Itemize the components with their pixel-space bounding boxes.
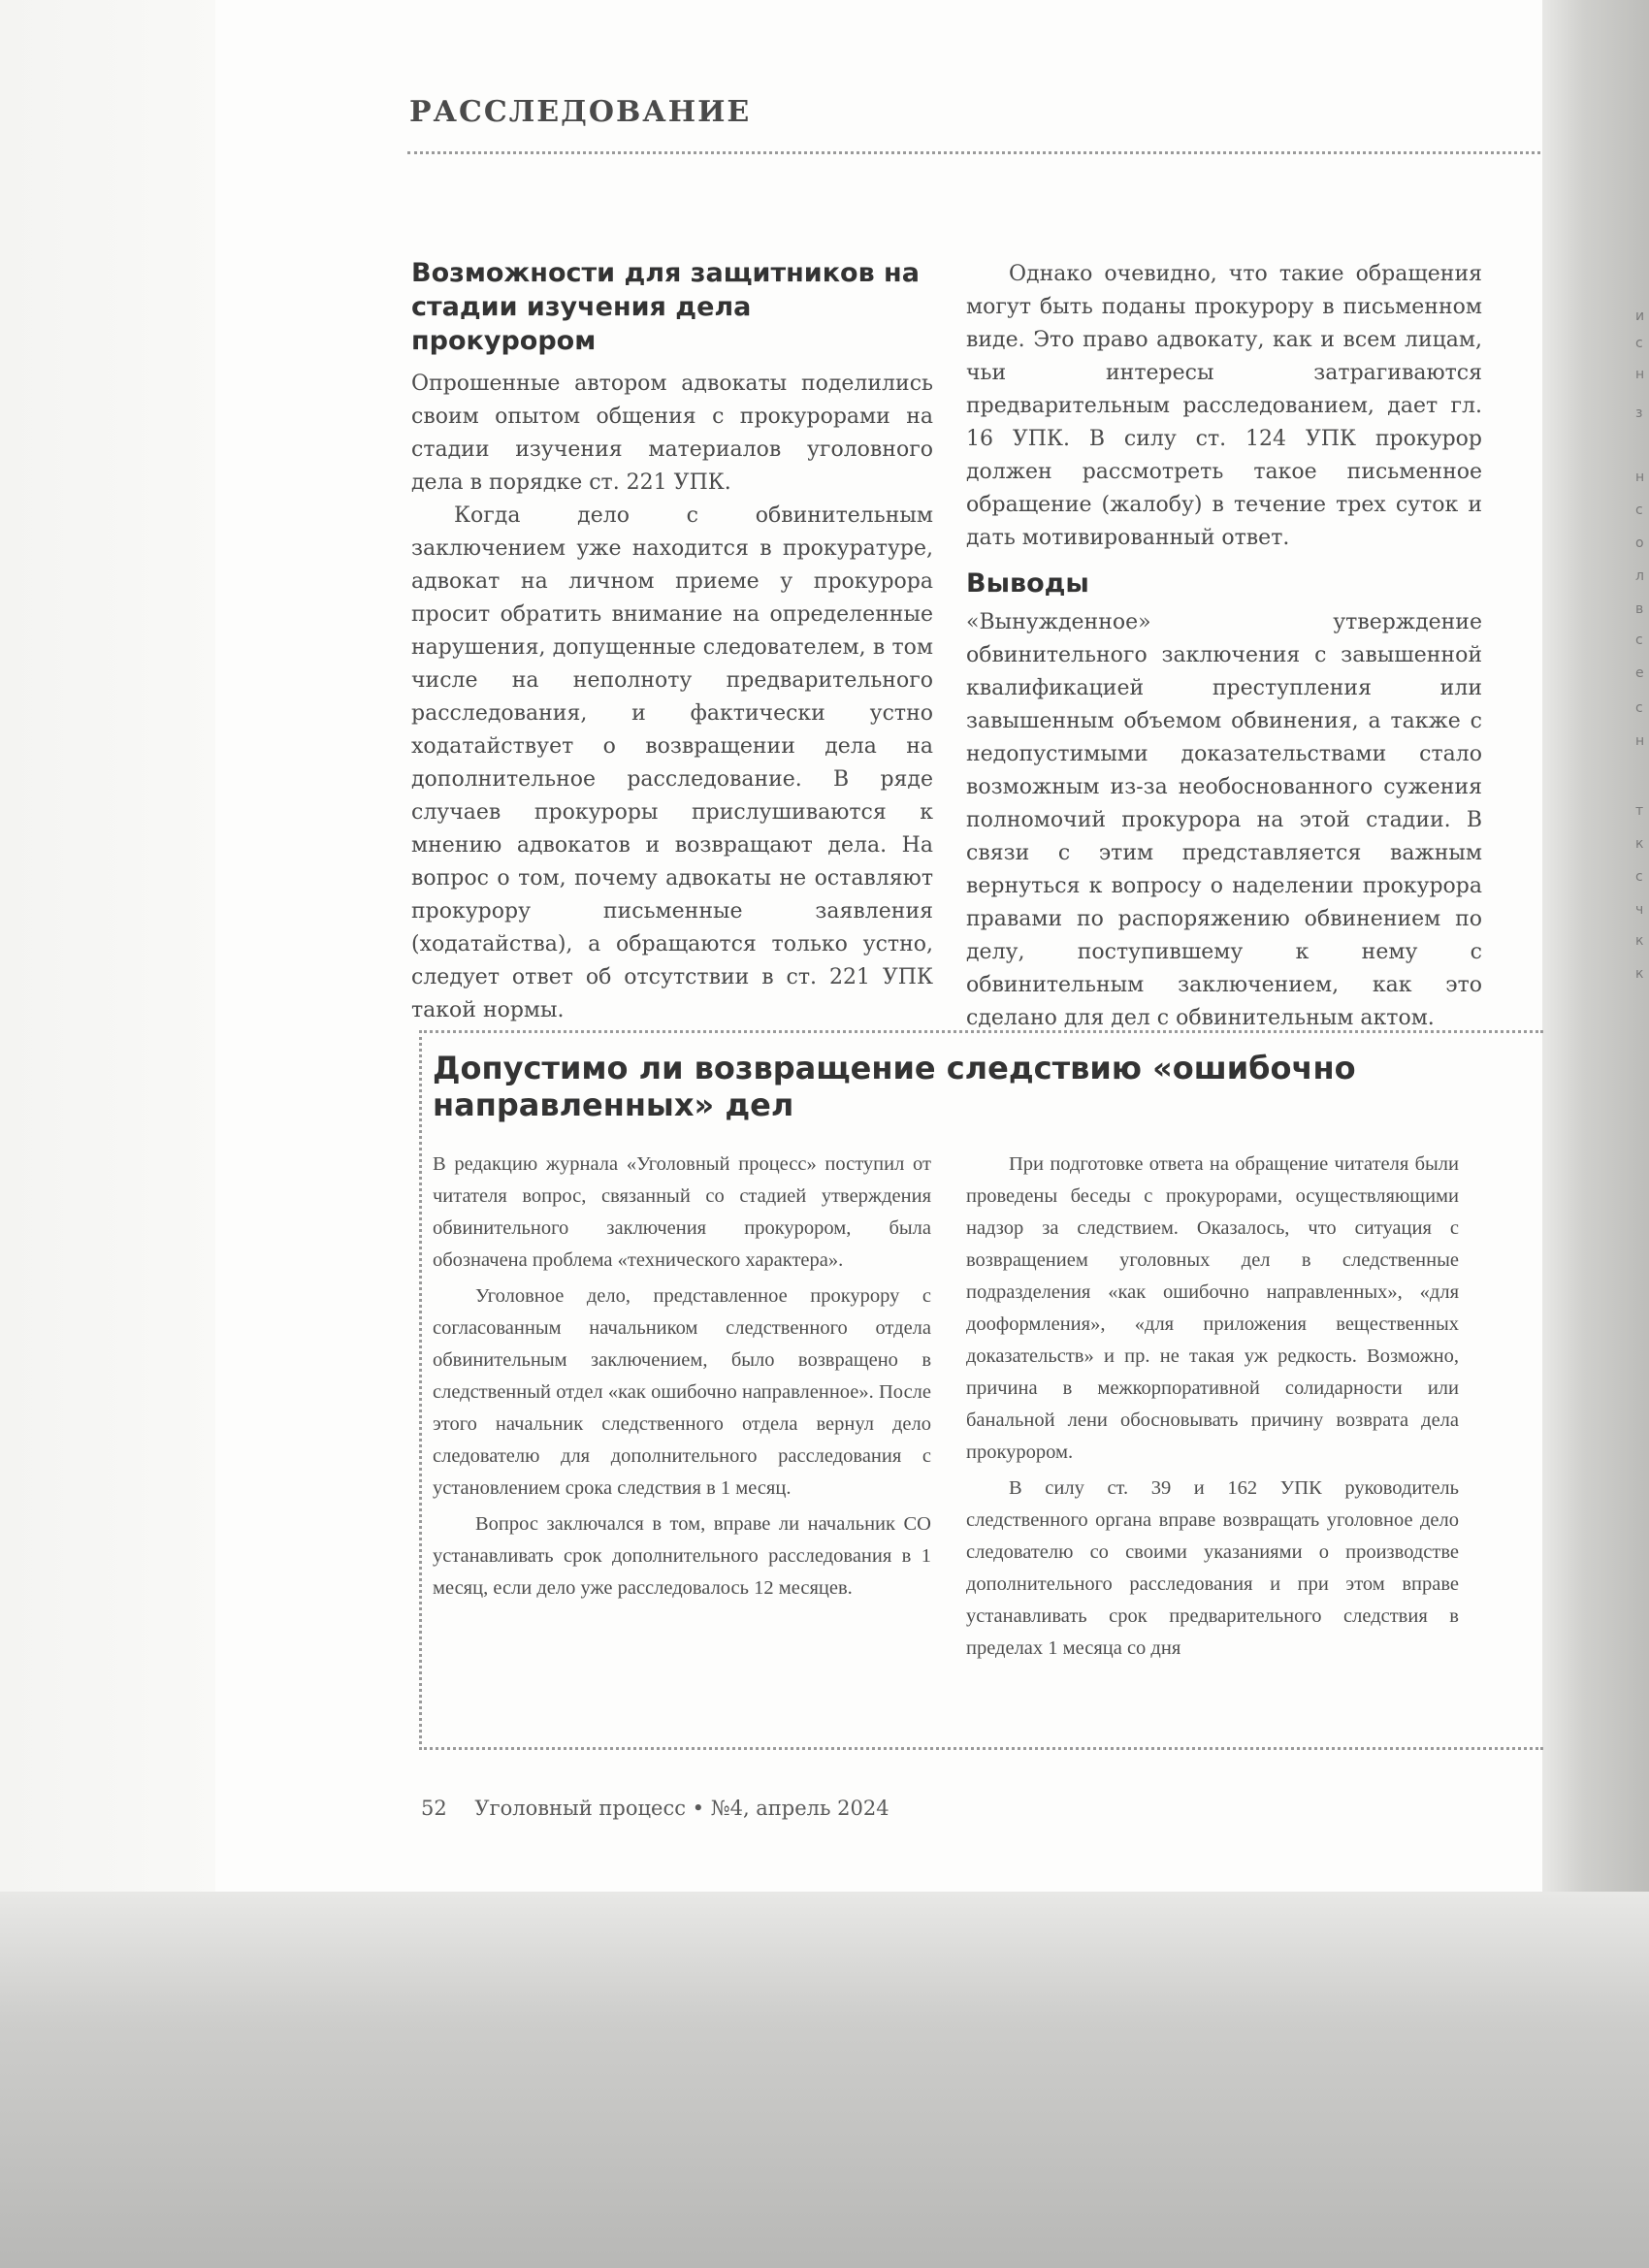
page-footer bbox=[421, 1797, 889, 1820]
edge-letter: с bbox=[1635, 700, 1643, 716]
paragraph: Вопрос заключался в том, вправе ли начальник СО устанавливать срок дополнительного расследования в 1 месяц, если дело уже расследовалось 12 месяцев. bbox=[433, 1513, 931, 1599]
edge-letter: н bbox=[1635, 470, 1645, 485]
paragraph: Когда дело с обвинительным заключением уже находится в прокуратуре, адвокат на личном приеме у прокурора просит обратить внимание на определенные нарушения, допущенные следователем, в том числе на неполноту предварительного расследования, и фактически устно ходатайствует о возвращении дела на дополнительное расследование. В ряде случаев прокуроры прислушиваются к мнению адвокатов и возвращают дела. На вопрос о том, почему адвокаты не оставляют прокурору письменные заявления (ходатайства), а обращаются только устно, следует ответ об отсутствии в ст. 221 УПК такой нормы. bbox=[411, 503, 933, 1022]
paragraph: Уголовное дело, представленное прокурору с согласованным начальником следственного отдела обвинительным заключением, было возвращено в следственный отдел «как ошибочно направленное». После этого начальник следственного отдела вернул дело следователю для дополнительного расследования с установлением срока следствия в 1 месяц. bbox=[433, 1285, 931, 1499]
edge-letter: к bbox=[1635, 836, 1644, 852]
edge-letter: о bbox=[1635, 535, 1644, 551]
edge-letter: е bbox=[1635, 665, 1644, 681]
edge-letter: н bbox=[1635, 367, 1645, 382]
edge-letter: в bbox=[1635, 601, 1644, 617]
article-left-column bbox=[411, 256, 933, 1027]
edge-letter: т bbox=[1635, 803, 1644, 819]
paragraph: В силу ст. 39 и 162 УПК руководитель следственного органа вправе возвращать уголовное дело следователю со своими указаниями о производстве дополнительного расследования и при этом вправе устанавливать срок предварительного следствия в пределах 1 месяца со дня bbox=[966, 1477, 1459, 1659]
paragraph: Однако очевидно, что такие обращения могут быть поданы прокурору в письменном виде. Это право адвокату, как и всем лицам, чьи интересы затрагиваются предварительным расследованием, дает гл. 16 УПК. В силу ст. 124 УПК прокурор должен рассмотреть такое письменное обращение (жалобу) в течение трех суток и дать мотивированный ответ. bbox=[966, 262, 1482, 550]
paragraph: В редакцию журнала «Уголовный процесс» поступил от читателя вопрос, связанный со стадией утверждения обвинительного заключения прокурором, была обозначена проблема «технического характера». bbox=[433, 1153, 931, 1271]
section-title: РАССЛЕДОВАНИЕ bbox=[409, 95, 752, 129]
edge-letter: с bbox=[1635, 336, 1643, 351]
paragraph: Опрошенные автором адвокаты поделились своим опытом общения с прокурорами на стадии изучения материалов уголовного дела в порядке ст. 221 УПК. bbox=[411, 372, 933, 495]
journal-info: Уголовный процесс • №4, апрель 2024 bbox=[474, 1797, 889, 1820]
edge-letter: с bbox=[1635, 502, 1643, 518]
edge-letter: л bbox=[1635, 568, 1644, 584]
edge-letter: з bbox=[1635, 405, 1643, 421]
page-number: 52 bbox=[421, 1797, 447, 1820]
sidebar-box-title: Допустимо ли возвращение следствию «ошибочно направленных» дел bbox=[433, 1050, 1356, 1123]
subsection-heading: Возможности для защитников на стадии изучения дела прокурором bbox=[411, 258, 920, 356]
edge-letter: ч bbox=[1635, 902, 1644, 918]
header-divider bbox=[407, 151, 1540, 154]
edge-letter: и bbox=[1635, 308, 1645, 324]
sidebar-left-column bbox=[433, 1149, 931, 1604]
paragraph: «Вынужденное» утверждение обвинительного заключения с завышенной квалификацией преступления или завышенным объемом обвинения, а также с недопустимыми доказательствами стало возможным из-за необоснованного сужения полномочий прокурора на этой стадии. В связи с этим представляется важным вернуться к вопросу о наделении прокурора правами по распоряжению обвинением по делу, поступившему к нему с обвинительным заключением, как это сделано для дел с обвинительным актом. bbox=[966, 610, 1482, 1030]
edge-letter: к bbox=[1635, 966, 1644, 982]
sidebar-right-column bbox=[966, 1149, 1459, 1665]
article-right-column bbox=[966, 258, 1482, 1035]
conclusions-heading: Выводы bbox=[966, 568, 1089, 599]
edge-letter: с bbox=[1635, 632, 1643, 648]
paragraph: При подготовке ответа на обращение читателя были проведены беседы с прокурорами, осуществляющими надзор за следствием. Оказалось, что ситуация с возвращением уголовных дел в следственные подразделения «как ошибочно направленных», «для дооформления», «для приложения вещественных доказательств» и пр. не такая уж редкость. Возможно, причина в межкорпоративной солидарности или банальной лени обосновывать причину возврата дела прокурором. bbox=[966, 1153, 1459, 1463]
edge-letter: с bbox=[1635, 869, 1643, 885]
edge-letter: н bbox=[1635, 733, 1645, 749]
scan-bottom-margin bbox=[0, 1892, 1649, 2268]
edge-letter: к bbox=[1635, 933, 1644, 949]
